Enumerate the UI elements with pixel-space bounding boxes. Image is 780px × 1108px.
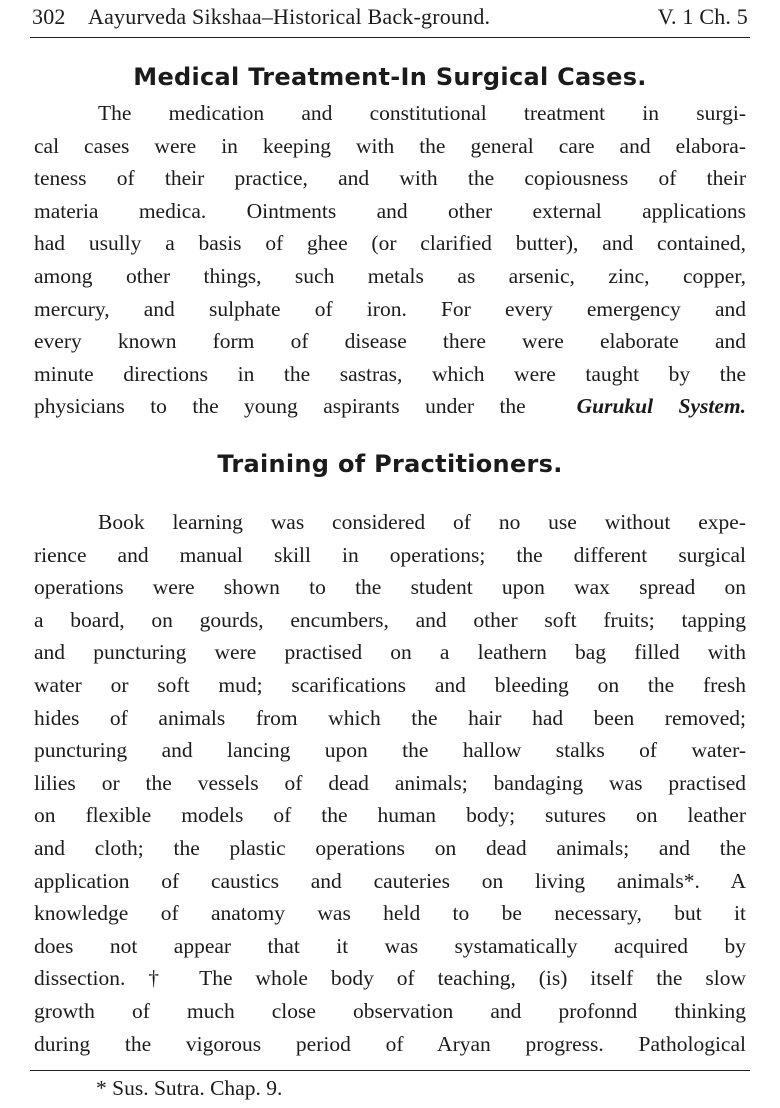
book-title: Aayurveda Sikshaa–Historical Back-ground. xyxy=(88,4,491,29)
text-line: a board, on gourds, encumbers, and other soft fruits; tapping xyxy=(34,607,746,632)
text-line: hides of animals from which the hair had been removed; xyxy=(34,705,746,730)
gurukul-system-term: Gurukul System. xyxy=(576,394,746,419)
text-line: during the vigorous period of Aryan progress. Pathological xyxy=(34,1031,746,1056)
text-line: had usully a basis of ghee (or clarified butter), and contained, xyxy=(34,231,746,256)
text-line: Book learning was considered of no use without expe- xyxy=(98,510,746,534)
text-line: The medication and constitutional treatment in surgi- xyxy=(98,101,746,125)
text-line: water or soft mud; scarifications and bleeding on the fresh xyxy=(34,672,746,697)
text-line: teness of their practice, and with the copiousness of their xyxy=(34,166,746,191)
text-line: and cloth; the plastic operations on dead animals; and the xyxy=(34,835,746,860)
text-line: knowledge of anatomy was held to be necessary, but it xyxy=(34,901,746,926)
section-heading-medical-treatment: Medical Treatment-In Surgical Cases. xyxy=(133,63,647,91)
text-line: application of caustics and cauteries on living animals*. A xyxy=(34,868,746,893)
text-line: growth of much close observation and profonnd thinking xyxy=(34,998,746,1023)
text-line: on flexible models of the human body; sutures on leather xyxy=(34,803,746,828)
text-line: minute directions in the sastras, which were taught by the xyxy=(34,361,746,386)
text-line-prefix: physicians to the young aspirants under the xyxy=(34,394,526,419)
section-heading-training: Training of Practitioners. xyxy=(217,450,563,478)
text-line: and puncturing were practised on a leathern bag filled with xyxy=(34,640,746,665)
header-rule xyxy=(30,37,750,38)
text-line: every known form of disease there were elaborate and xyxy=(34,329,746,354)
text-line: materia medica. Ointments and other external applications xyxy=(34,198,746,223)
text-line: rience and manual skill in operations; the different surgical xyxy=(34,542,746,567)
text-line: among other things, such metals as arsenic, zinc, copper, xyxy=(34,263,746,288)
footnote: * Sus. Sutra. Chap. 9. xyxy=(96,1076,283,1100)
text-line: operations were shown to the student upon wax spread on xyxy=(34,575,746,600)
text-line: puncturing and lancing upon the hallow stalks of water- xyxy=(34,738,746,763)
page-number: 302 xyxy=(32,4,66,29)
footnote-rule xyxy=(30,1070,750,1071)
text-line: does not appear that it was systamatically acquired by xyxy=(34,933,746,958)
text-line-final xyxy=(34,390,746,423)
running-head xyxy=(32,4,750,34)
text-line: mercury, and sulphate of iron. For every emergency and xyxy=(34,296,746,321)
text-line: dissection. † The whole body of teaching, (is) itself the slow xyxy=(34,966,746,991)
paragraph-training xyxy=(34,506,746,1060)
volume-chapter: V. 1 Ch. 5 xyxy=(657,4,748,29)
text-line: lilies or the vessels of dead animals; bandaging was practised xyxy=(34,770,746,795)
paragraph-medical-treatment xyxy=(34,97,746,423)
text-line: cal cases were in keeping with the general care and elabora- xyxy=(34,133,746,158)
